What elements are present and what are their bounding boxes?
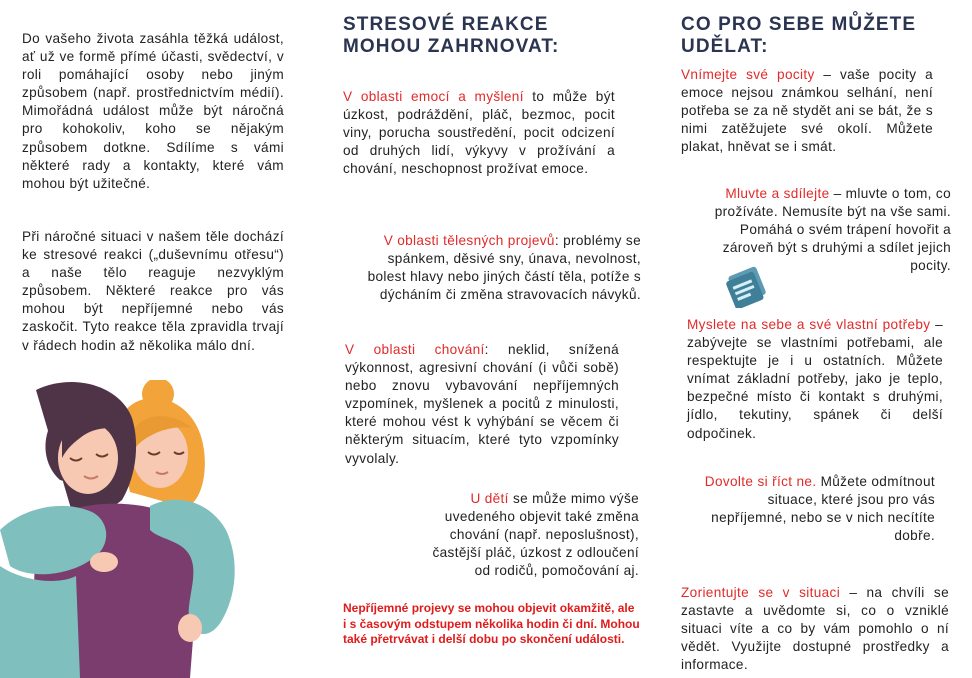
advice-say-no <box>695 473 935 545</box>
reaction-body-label: V oblasti tělesných projevů <box>383 233 555 248</box>
intro-paragraph-1: Do vašeho života zasáhla těžká událost, ať už ve formě přímé účasti, svědectví, v roli pomáhající osoby nebo jiným způsobem (např. prostřednictvím médií). Mimořádná událost může být náročná pro kohokoliv, koho se nějakým způsobem dotkne. Sdílíme s vámi některé rady a kontakty, které vám mohou být užitečné. <box>22 31 284 191</box>
reaction-emotions-label: V oblasti emocí a myšlení <box>343 89 524 104</box>
reaction-behavior <box>345 341 619 468</box>
advice-heading-line1: CO PRO SEBE MŮŽETE <box>681 14 917 35</box>
reactions-heading-line2: MOHOU ZAHRNOVAT: <box>343 36 560 57</box>
advice-talk-text: – mluvte o tom, co prožíváte. Nemusíte být na vše sami. Pomáhá o svém trápení hovořit a zároveň být s druhými a sdílet jejich pocity. <box>714 186 951 274</box>
reaction-behavior-text: : neklid, snížená výkonnost, agresivní chování (i vůči sobě) nebo znovu vybavování nepříjemných vzpomínek, myšlenek a pocitů z minulosti, které mohou vést k vyhýbání se věcem či některým situacím, které tyto vzpomínky vyvolaly. <box>345 342 619 466</box>
intro-paragraph-2: Při náročné situaci v našem těle dochází ke stresové reakci („duševnímu otřesu“) a naše tělo reaguje nezvyklým způsobem. Některé reakce pro vás mohou být nepříjemné nebo vás zaskočit. Tyto reakce těla zpravidla trvají v řádech hodin až několika málo dní. <box>22 229 284 353</box>
reactions-note: Nepříjemné projevy se mohou objevit okamžitě, ale i s časovým odstupem několika hodin či dní. Mohou také přetrvávat i delší dobu po skončení události. <box>343 601 640 646</box>
reaction-children-text: se může mimo výše uvedeného objevit také změna chování (např. neposlušnost), častější pláč, úzkost z odloučení od rodičů, pomočování aj. <box>432 491 639 579</box>
reaction-children-label: U dětí <box>470 491 509 506</box>
advice-feelings-text: – vaše pocity a emoce nejsou známkou selhání, není potřeba se za ně stydět ani se bát, že s nimi zatěžujete své okolí. Můžete plakat, hněvat se i smát. <box>681 67 933 155</box>
document-stack-icon <box>722 262 774 308</box>
advice-heading-line2: UDĚLAT: <box>681 36 769 57</box>
reaction-children <box>425 490 639 580</box>
reaction-body-text: : problémy se spánkem, děsivé sny, únava, nevolnost, bolest hlavy nebo jiných částí těla, potíže s dýcháním či změna stravovacích návyků. <box>367 233 641 303</box>
reaction-emotions <box>343 88 615 178</box>
advice-column <box>681 0 953 678</box>
reactions-heading <box>343 14 559 58</box>
advice-orient-label: Zorientujte se v situaci <box>681 585 841 600</box>
reactions-heading-line1: STRESOVÉ REAKCE <box>343 14 549 35</box>
reaction-body <box>365 232 641 304</box>
advice-feelings-label: Vnímejte své pocity <box>681 67 815 82</box>
reactions-column <box>343 0 643 678</box>
advice-say-no-label: Dovolte si říct ne. <box>704 474 817 489</box>
advice-heading <box>681 14 916 58</box>
advice-orient-text: – na chvíli se zastavte a uvědomte si, co o vzniklé situaci víte a co by vám pomohlo o ní vědět. Využijte dostupné prostředky a informace. <box>681 585 949 673</box>
hand <box>90 552 118 572</box>
reaction-emotions-text: to může být úzkost, podráždění, pláč, bezmoc, pocit viny, porucha soustředění, pocit odcizení od druhých lidí, výkyvy v prožívání a chování, neschopnost prožívat emoce. <box>343 89 615 177</box>
hugging-women-illustration <box>0 380 240 678</box>
advice-orient <box>681 584 949 674</box>
advice-talk-label: Mluvte a sdílejte <box>725 186 830 201</box>
advice-needs-text: – zabývejte se vlastními potřebami, ale respektujte je i u ostatních. Můžete vnímat základní potřeby, jako je teplo, bezpečné místo či kontakt s druhými, jídlo, tekutiny, spánek či delší odpočinek. <box>687 317 943 441</box>
advice-needs-label: Myslete na sebe a své vlastní potřeby <box>687 317 931 332</box>
advice-feelings <box>681 66 933 156</box>
reaction-behavior-label: V oblasti chování <box>345 342 485 357</box>
advice-say-no-text: Můžete odmítnout situace, které jsou pro vás nepříjemné, nebo se v nich necítíte dobře. <box>711 474 935 544</box>
advice-needs <box>687 316 943 443</box>
